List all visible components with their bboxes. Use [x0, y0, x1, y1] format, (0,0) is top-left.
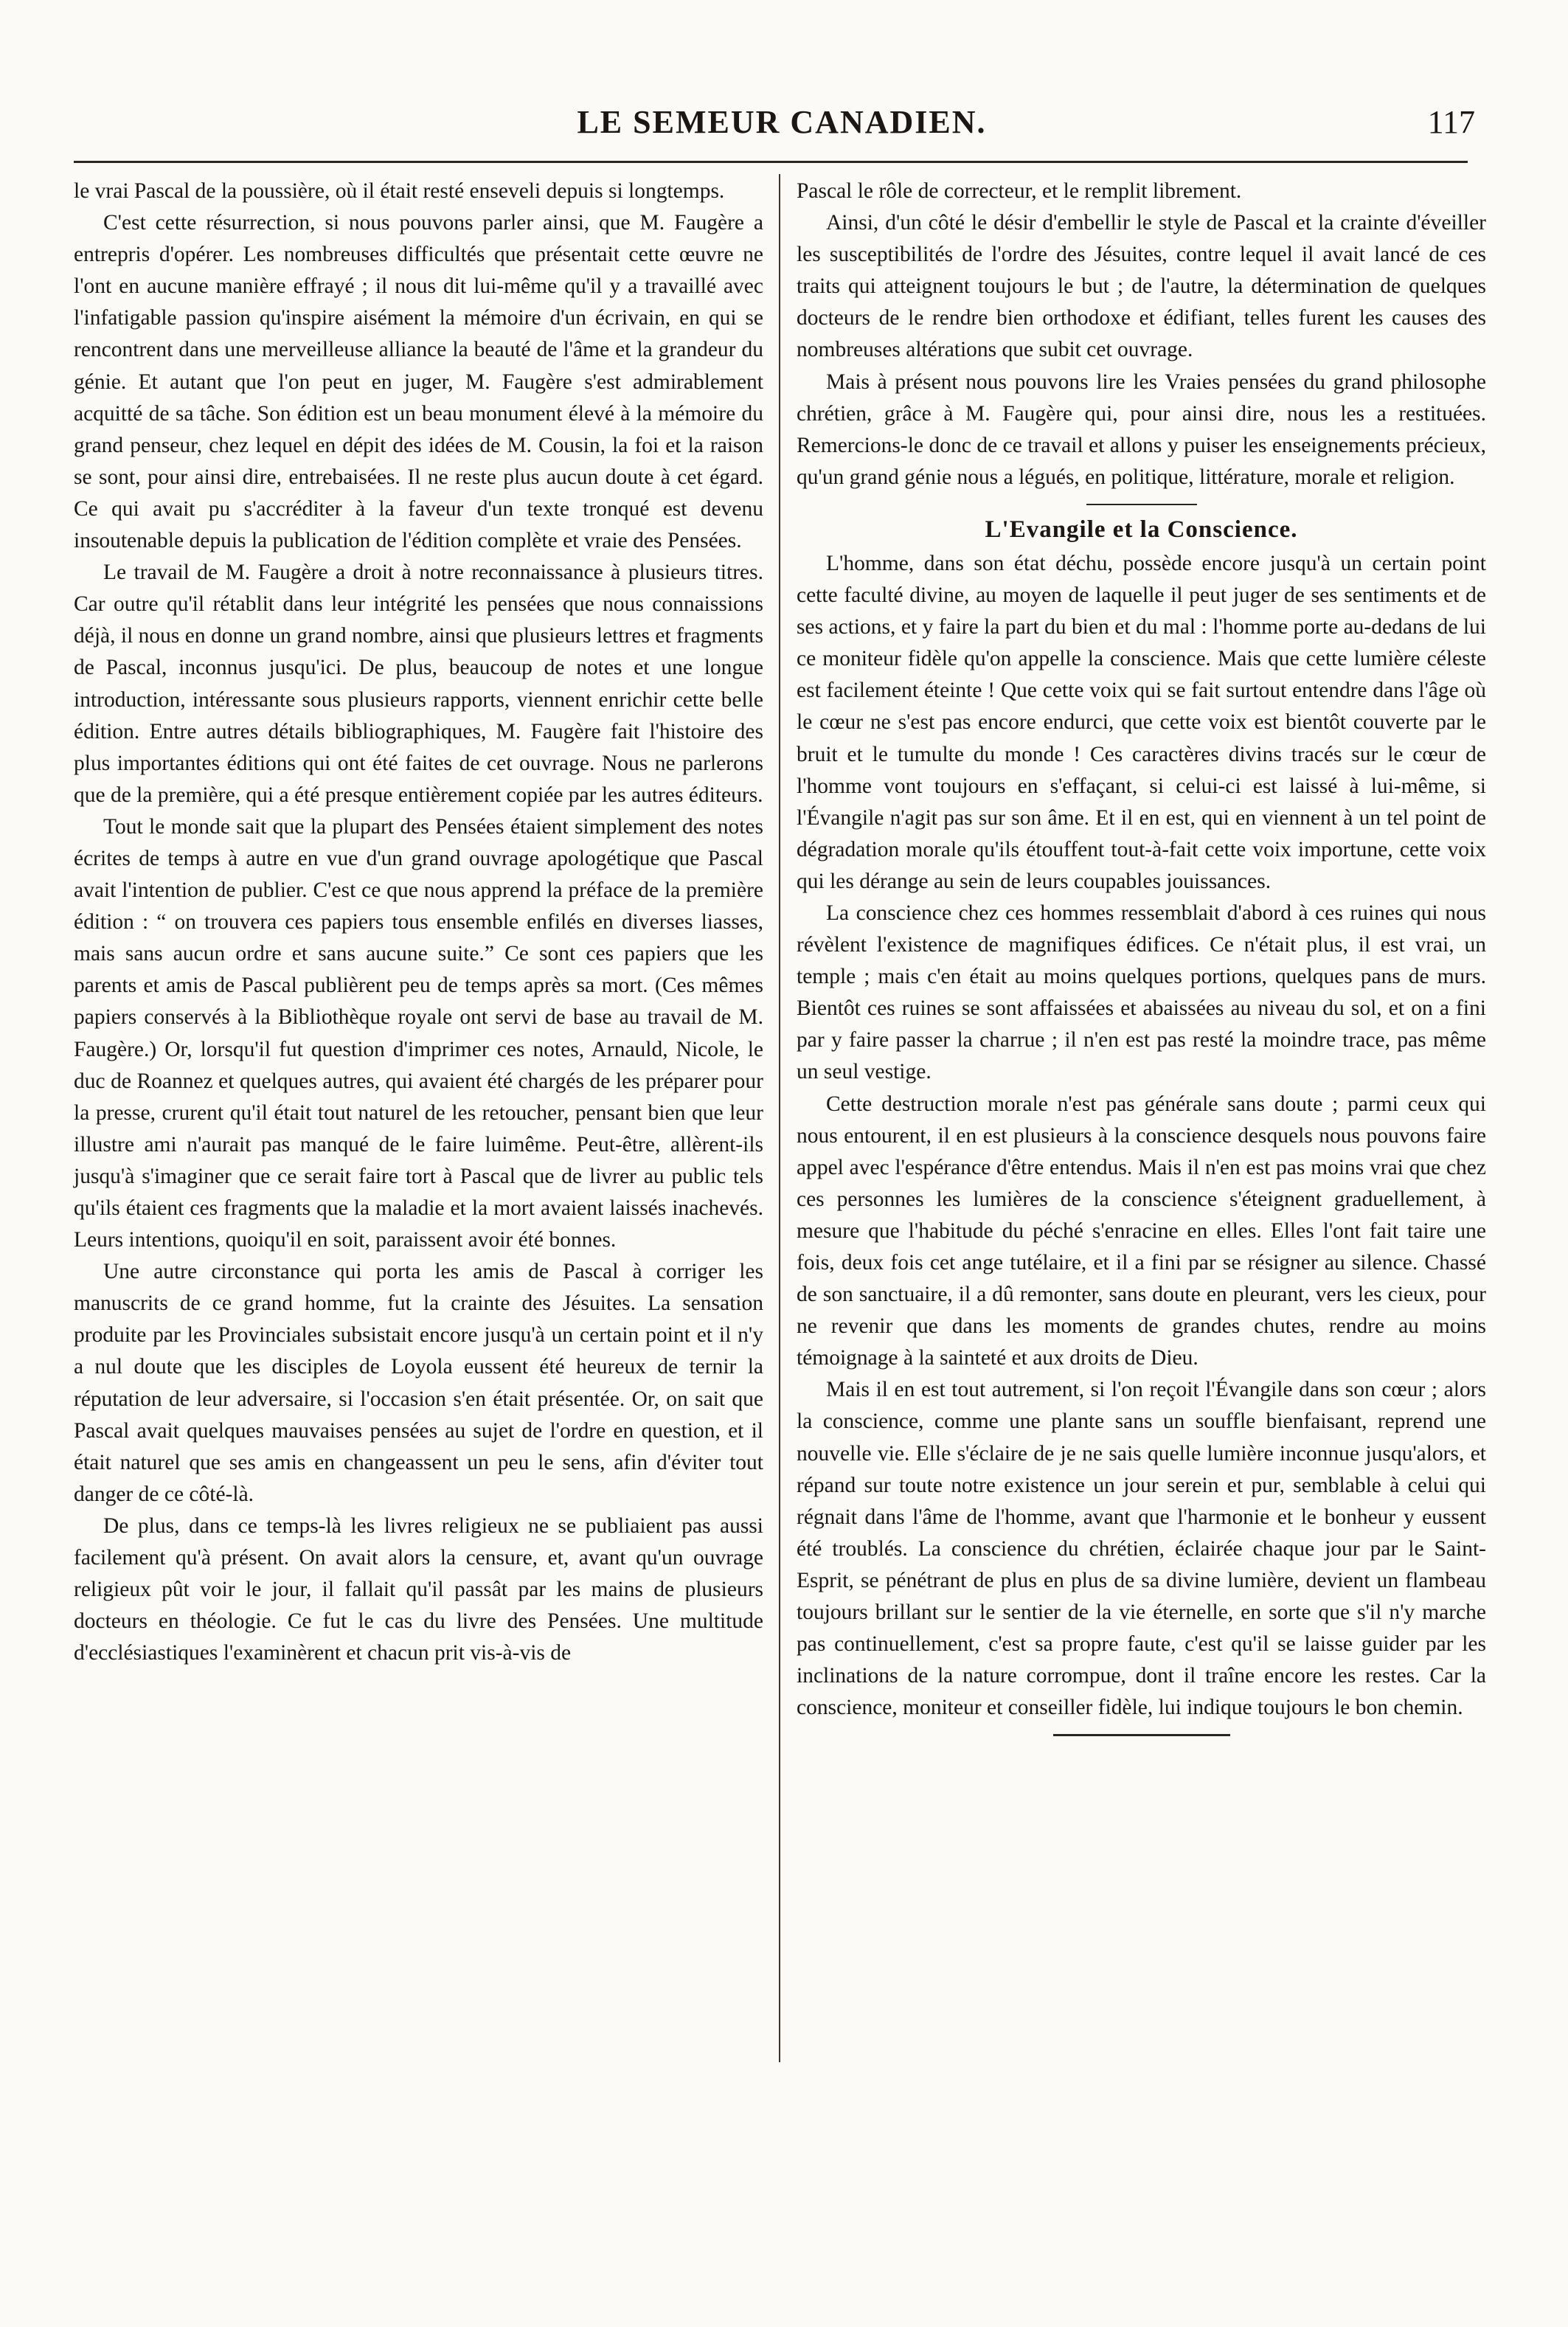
- paragraph: Mais il en est tout autrement, si l'on reçoit l'Évangile dans son cœur ; alors la conscience, comme une plante sans un souffle bienfaisant, reprend une nouvelle vie. Elle s'éclaire de je ne sais quelle lumière inconnue jusqu'alors, et répand sur toute notre existence un jour serein et pur, semblable à celui qui régnait dans l'âme de l'homme, avant que l'harmonie et le bonheur y eussent été troublés. La conscience du chrétien, éclairée chaque jour par le Saint-Esprit, se pénétrant de plus en plus de sa divine lumière, devient un flambeau toujours brillant sur le sentier de la vie éternelle, en sorte que s'il n'y marche pas continuellement, c'est sa propre faute, c'est qu'il se laisse guider par les inclinations de la nature corrompue, dont il traîne encore les restes. Car la conscience, moniteur et conseiller fidèle, lui indique toujours le bon chemin.: [797, 1378, 1486, 1720]
- paragraph: Ainsi, d'un côté le désir d'embellir le style de Pascal et la crainte d'éveiller les susceptibilités de l'ordre des Jésuites, contre lequel il avait lancé de ces traits qui atteignent toujours le but ; de l'autre, la détermination de quelques docteurs de le rendre bien orthodoxe et édifiant, telles furent les causes des nombreuses altérations que subit cet ouvrage.: [797, 211, 1486, 362]
- paragraph: Cette destruction morale n'est pas générale sans doute ; parmi ceux qui nous entourent, il en est plusieurs à la conscience desquels nous pouvons faire appel avec l'espérance d'être entendus. Mais il n'en est pas moins vrai que chez ces personnes les lumières de la conscience s'éteignent graduellement, à mesure que l'habitude du péché s'enracine en elles. Elles l'ont fait taire une fois, deux fois cet ange tutélaire, et il a fini par se résigner au silence. Chassé de son sanctuaire, il a dû remonter, sans doute en pleurant, vers les cieux, pour ne revenir que dans les moments de grandes chutes, rendre au moins témoignage à la sainteté et aux droits de Dieu.: [797, 1092, 1486, 1370]
- paragraph: L'homme, dans son état déchu, possède encore jusqu'à un certain point cette faculté divine, au moyen de laquelle il peut juger de ses sentiments et de ses actions, et y faire la part du bien et du mal : l'homme porte au-dedans de lui ce moniteur fidèle qu'on appelle la conscience. Mais que cette lumière céleste est facilement éteinte ! Que cette voix qui se fait surtout entendre dans l'âge où le cœur ne s'est pas encore endurci, que cette voix est bientôt couverte par le bruit et le tumulte du monde ! Ces caractères divins tracés sur le cœur de l'homme vont toujours en s'effaçant, si celui-ci est laissé à lui-même, si l'Évangile n'agit pas sur son âme. Et il en est, qui en viennent à un tel point de dégradation morale qu'ils étouffent tout-à-fait cette voix importune, cette voix qui les dérange au sein de leurs coupables jouissances.: [797, 551, 1486, 893]
- paragraph: C'est cette résurrection, si nous pouvons parler ainsi, que M. Faugère a entrepris d'opérer. Les nombreuses difficultés que présentait cette œuvre ne l'ont en aucune manière effrayé ; il nous dit lui-même qu'il y a travaillé avec l'infatigable passion qu'inspire aisément la mémoire d'un écrivain, en qui se rencontrent dans une merveilleuse alliance la beauté de l'âme et la grandeur du génie. Et autant que l'on peut en juger, M. Faugère s'est admirablement acquitté de sa tâche. Son édition est un beau monument élevé à la mémoire du grand penseur, chez lequel en dépit des idées de M. Cousin, la foi et la raison se sont, pour ainsi dire, entrebaisées. Il ne reste plus aucun doute à cet égard. Ce qui avait pu s'accréditer à la faveur d'un texte tronqué est devenu insoutenable depuis la publication de l'édition complète et vraie des Pensées.: [74, 211, 763, 553]
- page-number: 117: [1427, 104, 1475, 140]
- paragraph: Mais à présent nous pouvons lire les Vraies pensées du grand philosophe chrétien, grâce à M. Faugère qui, pour ainsi dire, nous les a restituées. Remercions-le donc de ce travail et allons y puiser les enseignements précieux, qu'un grand génie nous a légués, en politique, littérature, morale et religion.: [797, 370, 1486, 489]
- section-rule: [1086, 504, 1197, 505]
- page-header: [89, 103, 1475, 155]
- paragraph: De plus, dans ce temps-là les livres religieux ne se publiaient pas aussi facilement qu'à présent. On avait alors la censure, et, avant qu'un ouvrage religieux pût voir le jour, il fallait qu'il passât par les mains de plusieurs docteurs en théologie. Ce fut le cas du livre des Pensées. Une multitude d'ecclésiastiques l'examinèrent et chacun prit vis-à-vis de: [74, 1513, 763, 1665]
- column-divider: [779, 174, 780, 2062]
- paragraph: le vrai Pascal de la poussière, où il était resté enseveli depuis si longtemps.: [74, 179, 725, 203]
- section-title: L'Evangile et la Conscience.: [985, 516, 1298, 543]
- paragraph: Tout le monde sait que la plupart des Pensées étaient simplement des notes écrites de temps à autre en vue d'un grand ouvrage apologétique que Pascal avait l'intention de publier. C'est ce que nous apprend la préface de la première édition : “ on trouvera ces papiers tous ensemble enfilés en diverses liasses, mais sans aucun ordre et sans aucune suite.” Ce sont ces papiers que les parents et amis de Pascal publièrent peu de temps après sa mort. (Ces mêmes papiers conservés à la Bibliothèque royale ont servi de base au travail de M. Faugère.) Or, lorsqu'il fut question d'imprimer ces notes, Arnauld, Nicole, le duc de Roannez et quelques autres, qui avaient été chargés de les préparer pour la presse, crurent qu'il était tout naturel de les retoucher, pensant bien que leur illustre ami n'aurait pas manqué de le faire luimême. Peut-être, allèrent-ils jusqu'à s'imaginer que ce serait faire tort à Pascal que de livrer au public tels qu'ils étaient ces fragments que la maladie et la mort avaient laissés inachevés. Leurs intentions, quoiqu'il en soit, paraissent avoir été bonnes.: [74, 814, 763, 1252]
- left-column: [74, 176, 763, 1669]
- running-title: LE SEMEUR CANADIEN.: [577, 104, 987, 140]
- header-rule: [74, 161, 1468, 163]
- paragraph: La conscience chez ces hommes ressemblait d'abord à ces ruines qui nous révèlent l'existence de magnifiques édifices. Ce n'était plus, il est vrai, un temple ; mais c'en était au moins quelques portions, quelques pans de murs. Bientôt ces ruines se sont affaissées et abaissées au niveau du sol, et on a fini par y faire passer la charrue ; il n'en est pas resté la moindre trace, pas même un seul vestige.: [797, 901, 1486, 1084]
- right-column: [797, 176, 1486, 1736]
- end-rule: [1053, 1734, 1230, 1736]
- paragraph: Pascal le rôle de correcteur, et le remplit librement.: [797, 179, 1242, 203]
- paragraph: Une autre circonstance qui porta les amis de Pascal à corriger les manuscrits de ce grand homme, fut la crainte des Jésuites. La sensation produite par les Provinciales subsistait encore jusqu'à un certain point et il n'y a nul doute que les disciples de Loyola eussent été heureux de ternir la réputation de leur adversaire, si l'occasion s'en était présentée. Or, on sait que Pascal avait quelques mauvaises pensées au sujet de l'ordre en question, et il était naturel que ses amis en changeassent un peu le sens, afin d'éviter tout danger de ce côté-là.: [74, 1260, 763, 1506]
- paragraph: Le travail de M. Faugère a droit à notre reconnaissance à plusieurs titres. Car outre qu'il rétablit dans leur intégrité les pensées que nous connaissions déjà, il nous en donne un grand nombre, ainsi que plusieurs lettres et fragments de Pascal, inconnus jusqu'ici. De plus, beaucoup de notes et une longue introduction, intéressante sous plusieurs rapports, viennent enrichir cette belle édition. Entre autres détails bibliographiques, M. Faugère fait l'histoire des plus importantes éditions qui ont été faites de cet ouvrage. Nous ne parlerons que de la première, qui a été presque entièrement copiée par les autres éditeurs.: [74, 561, 763, 807]
